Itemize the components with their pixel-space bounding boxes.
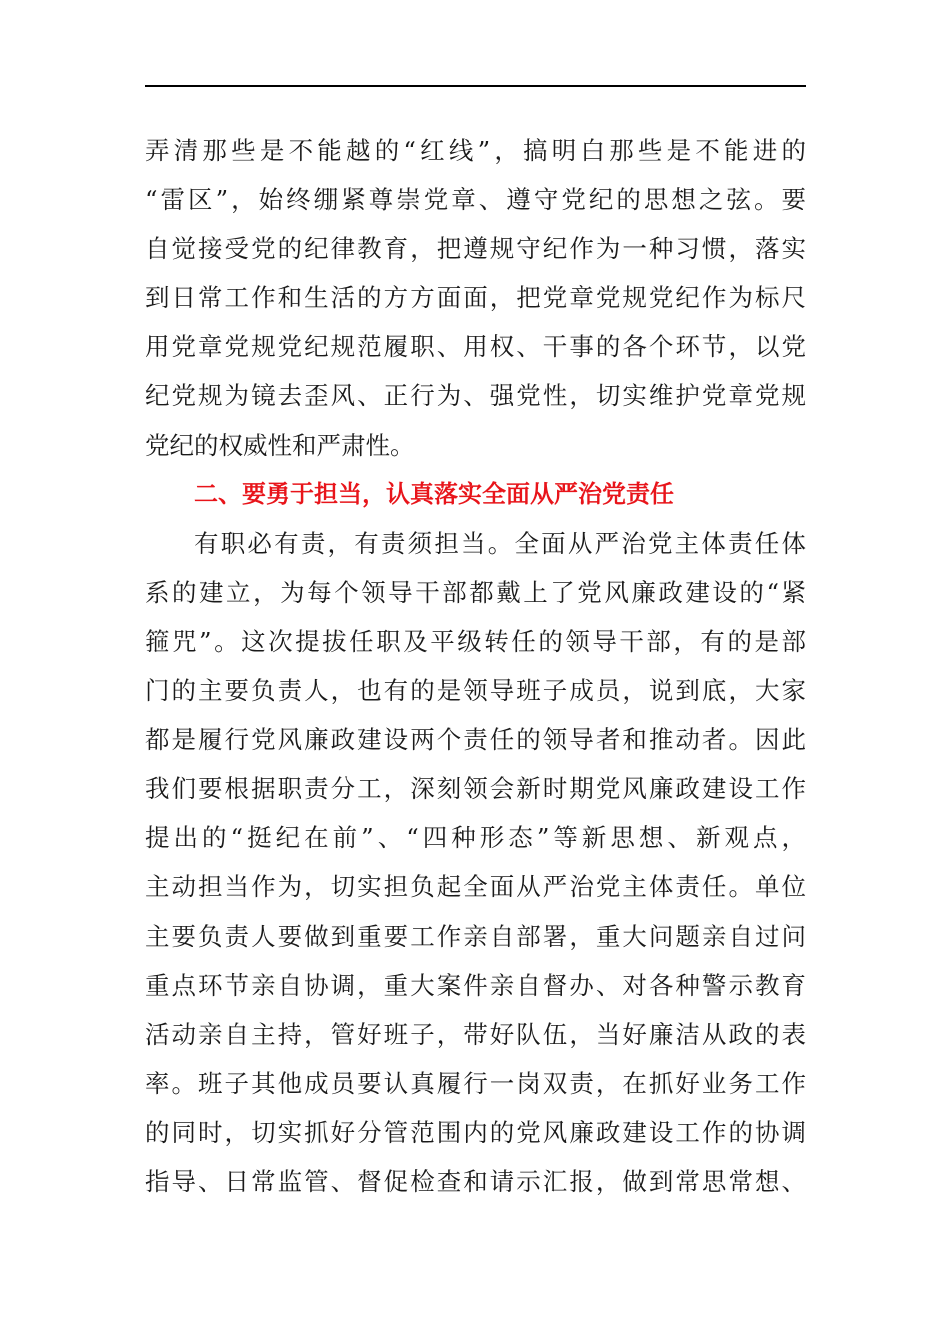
paragraph-line: 箍咒”。这次提拔任职及平级转任的领导干部，有的是部 [145, 626, 806, 656]
paragraph-line: 自觉接受党的纪律教育，把遵规守纪作为一种习惯，落实 [145, 234, 806, 264]
paragraph-line: 主动担当作为，切实担负起全面从严治党主体责任。单位 [145, 872, 806, 902]
paragraph-line: 到日常工作和生活的方方面面，把党章党规党纪作为标尺 [145, 283, 806, 313]
paragraph-line: 提出的“挺纪在前”、“四种形态”等新思想、新观点， [145, 823, 806, 853]
section-heading: 二、要勇于担当，认真落实全面从严治党责任 [194, 479, 674, 508]
paragraph-line: 指导、日常监管、督促检查和请示汇报，做到常思常想、 [145, 1166, 806, 1196]
paragraph-line: 弄清那些是不能越的“红线”，搞明白那些是不能进的 [145, 136, 806, 165]
paragraph-line: “雷区”，始终绷紧尊崇党章、遵守党纪的思想之弦。要 [145, 185, 806, 215]
paragraph-line: 我们要根据职责分工，深刻领会新时期党风廉政建设工作 [145, 774, 806, 804]
paragraph-line: 系的建立，为每个领导干部都戴上了党风廉政建设的“紧 [145, 577, 806, 607]
paragraph-line: 纪党规为镜去歪风、正行为、强党性，切实维护党章党规 [145, 381, 806, 411]
paragraph-line: 党纪的权威性和严肃性。 [145, 430, 415, 460]
document-body [145, 126, 806, 1206]
paragraph-line: 的同时，切实抓好分管范围内的党风廉政建设工作的协调 [145, 1117, 806, 1147]
paragraph-line: 率。班子其他成员要认真履行一岗双责，在抓好业务工作 [145, 1068, 806, 1098]
paragraph-line: 门的主要负责人，也有的是领导班子成员，说到底，大家 [145, 676, 806, 706]
paragraph-line: 有职必有责，有责须担当。全面从严治党主体责任体 [194, 528, 806, 558]
header-rule [145, 85, 806, 87]
paragraph-line: 都是履行党风廉政建设两个责任的领导者和推动者。因此 [145, 725, 806, 755]
paragraph-line: 主要负责人要做到重要工作亲自部署，重大问题亲自过问 [145, 921, 806, 951]
paragraph-line: 用党章党规党纪规范履职、用权、干事的各个环节，以党 [145, 332, 806, 362]
paragraph-line: 重点环节亲自协调，重大案件亲自督办、对各种警示教育 [145, 970, 806, 1000]
paragraph-line: 活动亲自主持，管好班子，带好队伍，当好廉洁从政的表 [145, 1019, 806, 1049]
